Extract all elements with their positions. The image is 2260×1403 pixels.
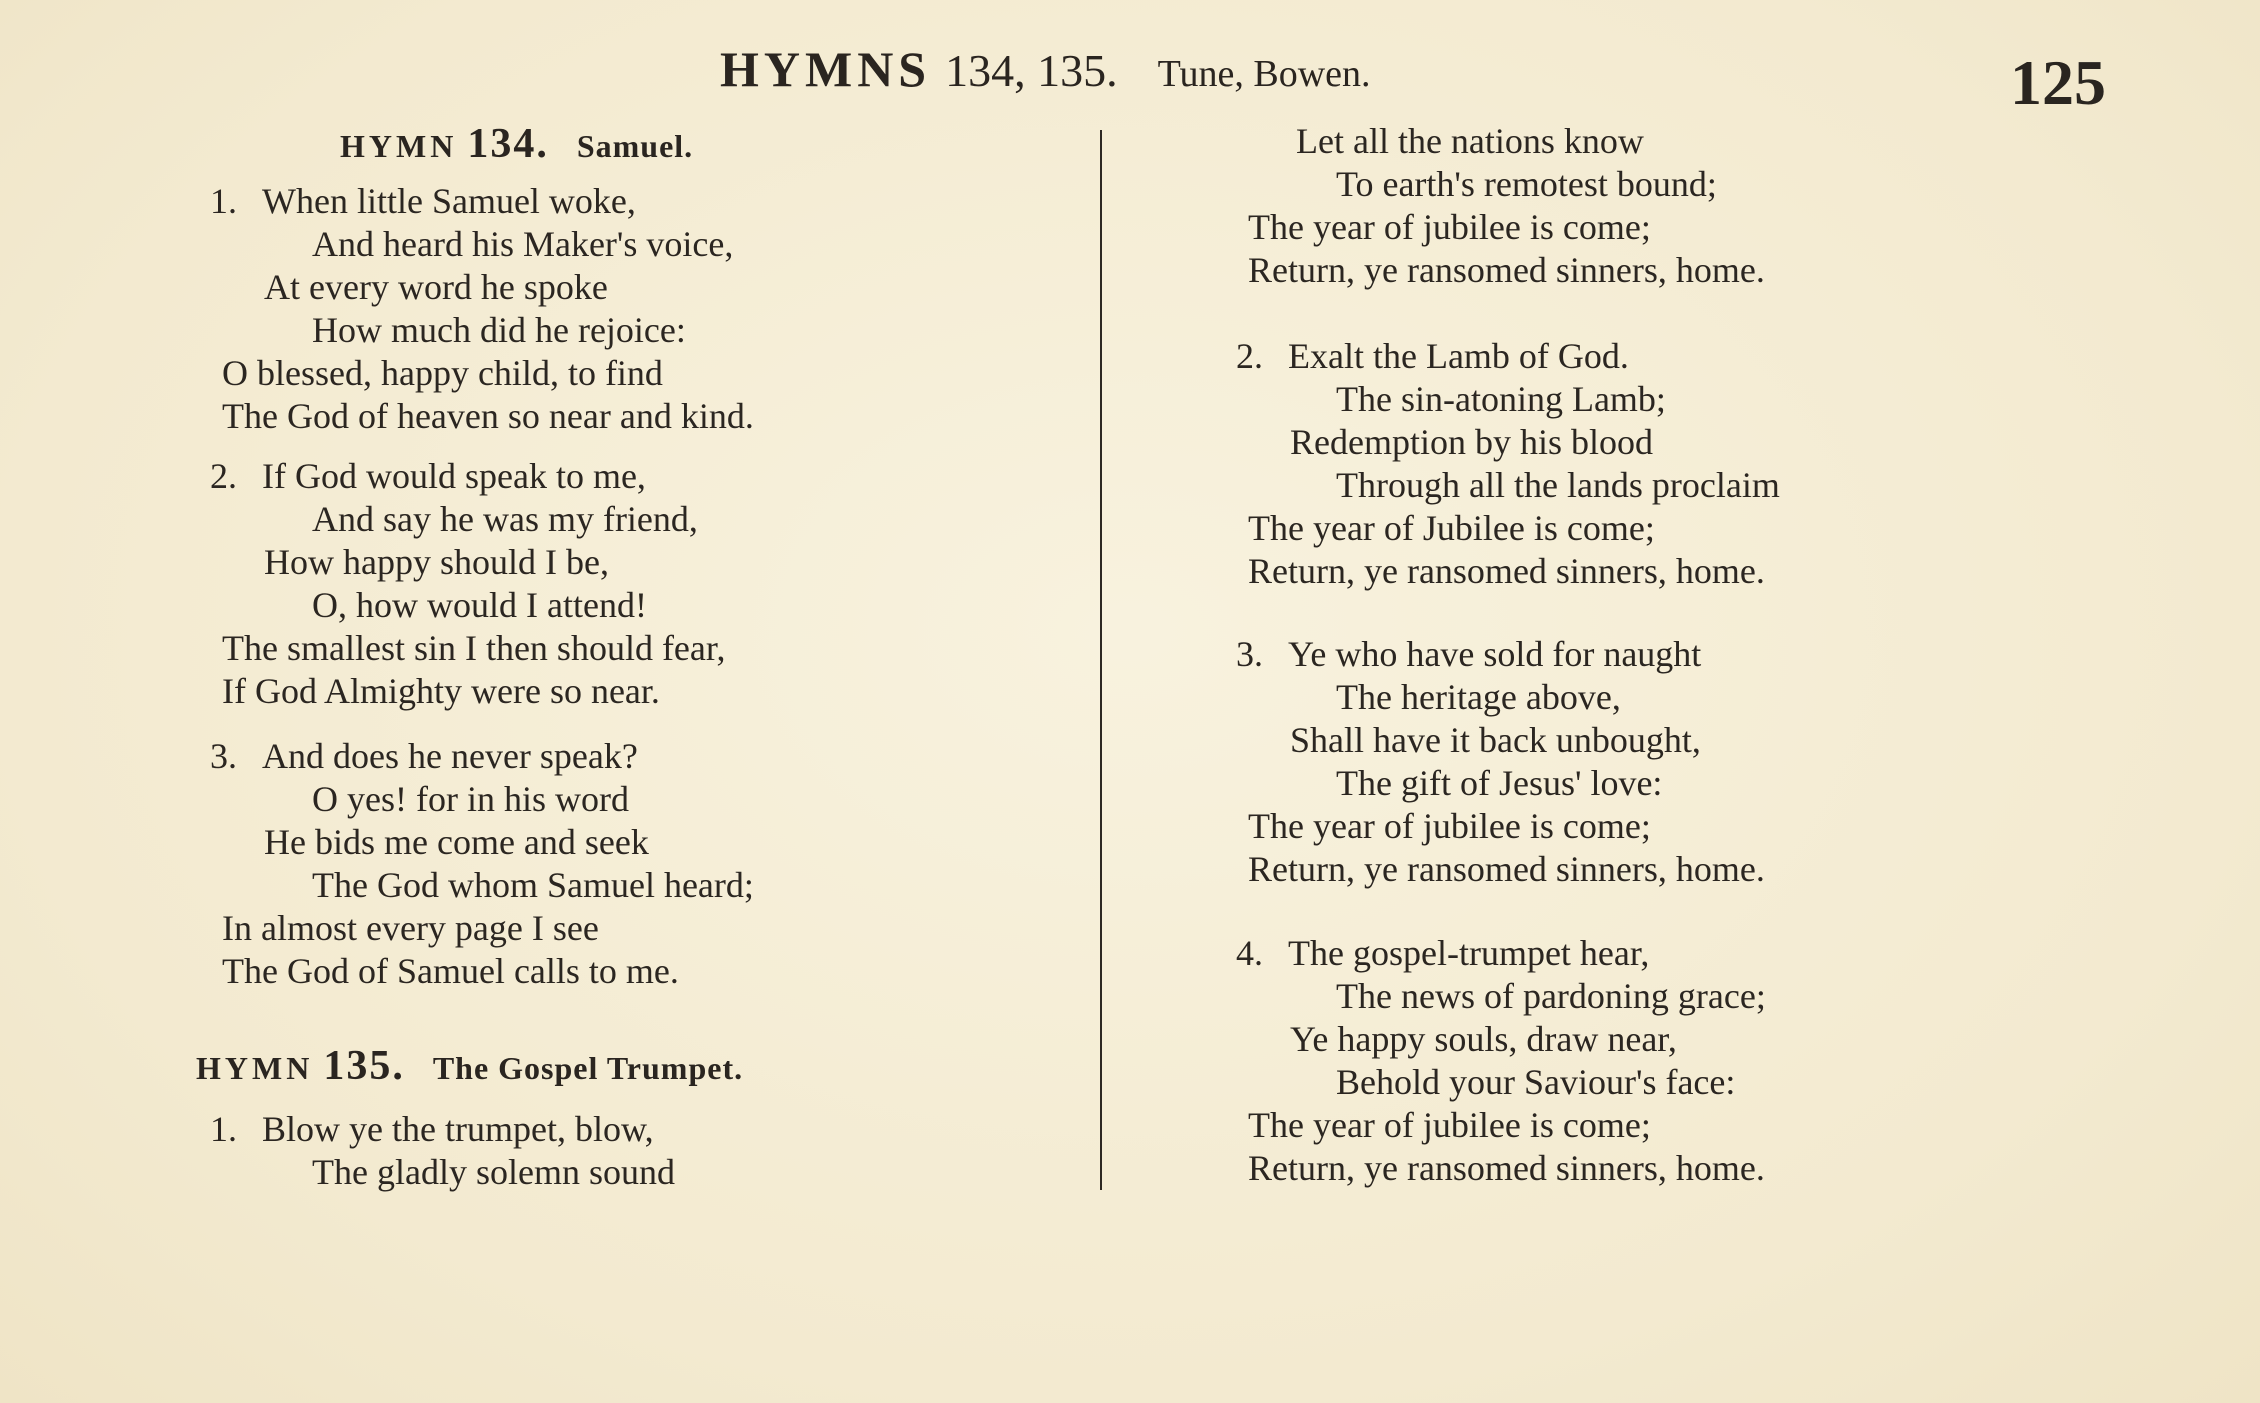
verse-line: Through all the lands proclaim [1336,465,1780,505]
verse-line: 2. Exalt the Lamb of God. [1236,336,1629,376]
verse-line: Return, ye ransomed sinners, home. [1248,250,1765,290]
verse-line: The year of Jubilee is come; [1248,508,1655,548]
verse-line: How happy should I be, [264,542,609,582]
verse-line: The gladly solemn sound [312,1152,675,1192]
verse-line: 3. And does he never speak? [210,736,638,776]
verse-line: In almost every page I see [222,908,599,948]
verse-number: 3. [210,736,237,776]
verse-line: The year of jubilee is come; [1248,207,1651,247]
hymn-135-heading [196,1042,743,1090]
verse-number: 3. [1236,634,1263,674]
verse-line: The sin-atoning Lamb; [1336,379,1666,419]
verse-line: At every word he spoke [264,267,608,307]
column-divider [1100,130,1102,1190]
verse-line: 3. Ye who have sold for naught [1236,634,1702,674]
verse-line: O yes! for in his word [312,779,629,819]
verse-line: 2. If God would speak to me, [210,456,646,496]
running-head-hymns: HYMNS [720,41,932,97]
verse-line: And say he was my friend, [312,499,698,539]
verse-line: Return, ye ransomed sinners, home. [1248,551,1765,591]
verse-line: How much did he rejoice: [312,310,686,350]
hymn-135-label: HYMN [196,1050,314,1086]
verse-line: The smallest sin I then should fear, [222,628,726,668]
verse-line: 4. The gospel-trumpet hear, [1236,933,1650,973]
verse-number: 1. [210,1109,237,1149]
running-head-tune: Tune, Bowen. [1157,53,1371,95]
verse-line: And heard his Maker's voice, [312,224,734,264]
hymn-135-title: The Gospel Trumpet. [432,1050,744,1086]
verse-line: The year of jubilee is come; [1248,806,1651,846]
hymn-135-number: 135. [323,1043,405,1089]
verse-line: The God whom Samuel heard; [312,865,754,905]
verse-number: 1. [210,181,237,221]
verse-line: O blessed, happy child, to find [222,353,663,393]
verse-line: The God of heaven so near and kind. [222,396,754,436]
verse-number: 4. [1236,933,1263,973]
verse-line: Let all the nations know [1296,121,1644,161]
verse-line: The news of pardoning grace; [1336,976,1766,1016]
verse-line: Redemption by his blood [1290,422,1653,462]
verse-line: He bids me come and seek [264,822,649,862]
hymn-134-title: Samuel. [576,128,694,164]
verse-number: 2. [210,456,237,496]
verse-line: Return, ye ransomed sinners, home. [1248,1148,1765,1188]
verse-line: 1. Blow ye the trumpet, blow, [210,1109,654,1149]
running-head [720,40,1600,110]
verse-line: The gift of Jesus' love: [1336,763,1663,803]
verse-line: If God Almighty were so near. [222,671,660,711]
hymn-134-label: HYMN [340,128,458,164]
verse-line: The heritage above, [1336,677,1621,717]
page-number: 125 [2010,47,2106,118]
verse-line: Return, ye ransomed sinners, home. [1248,849,1765,889]
verse-line: Shall have it back unbought, [1290,720,1701,760]
hymn-134-number: 134. [467,121,549,167]
verse-line: O, how would I attend! [312,585,647,625]
running-head-numbers: 134, 135. [945,45,1118,96]
verse-line: Behold your Saviour's face: [1336,1062,1736,1102]
hymn-134-heading [340,120,693,168]
verse-line: The year of jubilee is come; [1248,1105,1651,1145]
verse-line: To earth's remotest bound; [1336,164,1717,204]
verse-line: 1. When little Samuel woke, [210,181,636,221]
verse-line: The God of Samuel calls to me. [222,951,679,991]
verse-number: 2. [1236,336,1263,376]
verse-line: Ye happy souls, draw near, [1290,1019,1677,1059]
